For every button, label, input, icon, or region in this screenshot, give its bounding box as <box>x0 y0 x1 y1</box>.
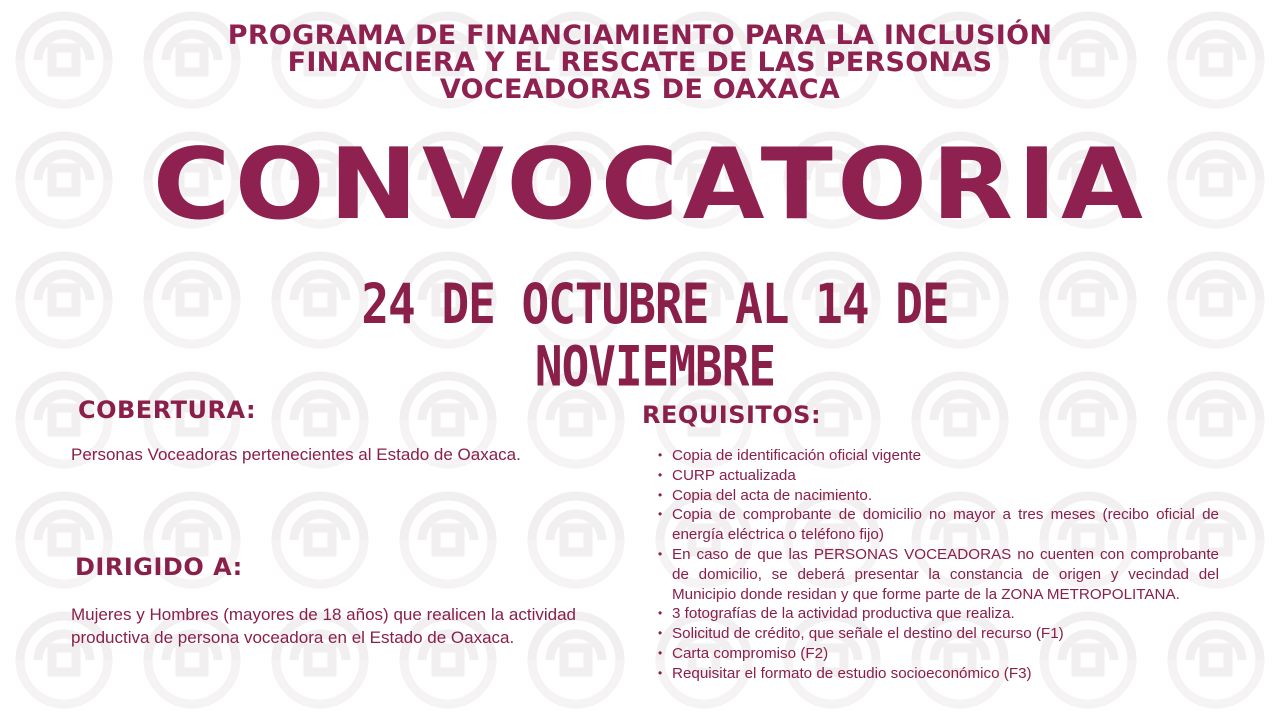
program-title-line: FINANCIERA Y EL RESCATE DE LAS PERSONAS <box>287 47 993 78</box>
list-item: • CURP actualizada <box>672 466 1219 486</box>
cobertura-text: Personas Voceadoras pertenecientes al Estado de Oaxaca. <box>71 445 521 464</box>
program-title <box>140 22 1140 103</box>
date-range: 24 DE OCTUBRE AL 14 DE NOVIEMBRE <box>361 271 949 399</box>
list-item: • Copia del acta de nacimiento. <box>672 486 1219 506</box>
program-title-line: PROGRAMA DE FINANCIAMIENTO PARA LA INCLUSIÓN <box>227 20 1053 51</box>
list-item: • Solicitud de crédito, que señale el destino del recurso (F1) <box>672 624 1219 644</box>
list-item: • 3 fotografías de la actividad productiva que realiza. <box>672 604 1219 624</box>
main-title: CONVOCATORIA <box>152 128 1148 242</box>
list-item: • Requisitar el formato de estudio socioeconómico (F3) <box>672 664 1219 684</box>
requisitos-heading: REQUISITOS: <box>642 401 822 429</box>
cobertura-heading: COBERTURA: <box>78 396 257 424</box>
list-item: • Carta compromiso (F2) <box>672 644 1219 664</box>
list-item: • Copia de identificación oficial vigente <box>672 446 1219 466</box>
dirigido-text: Mujeres y Hombres (mayores de 18 años) que realicen la actividad productiva de persona voceadora en el Estado de Oaxaca. <box>71 605 576 647</box>
requisitos-list <box>656 446 1219 684</box>
program-title-line: VOCEADORAS DE OAXACA <box>439 74 841 105</box>
list-item: • En caso de que las PERSONAS VOCEADORAS no cuenten con comprobante de domicilio, se deberá presentar la constancia de origen y vecindad del Municipio donde residan y que forme parte de la ZONA METROPOLITANA. <box>672 545 1219 604</box>
list-item: • Copia de comprobante de domicilio no mayor a tres meses (recibo oficial de energía eléctrica o teléfono fijo) <box>672 505 1219 545</box>
dirigido-heading: DIRIGIDO A: <box>75 553 243 581</box>
